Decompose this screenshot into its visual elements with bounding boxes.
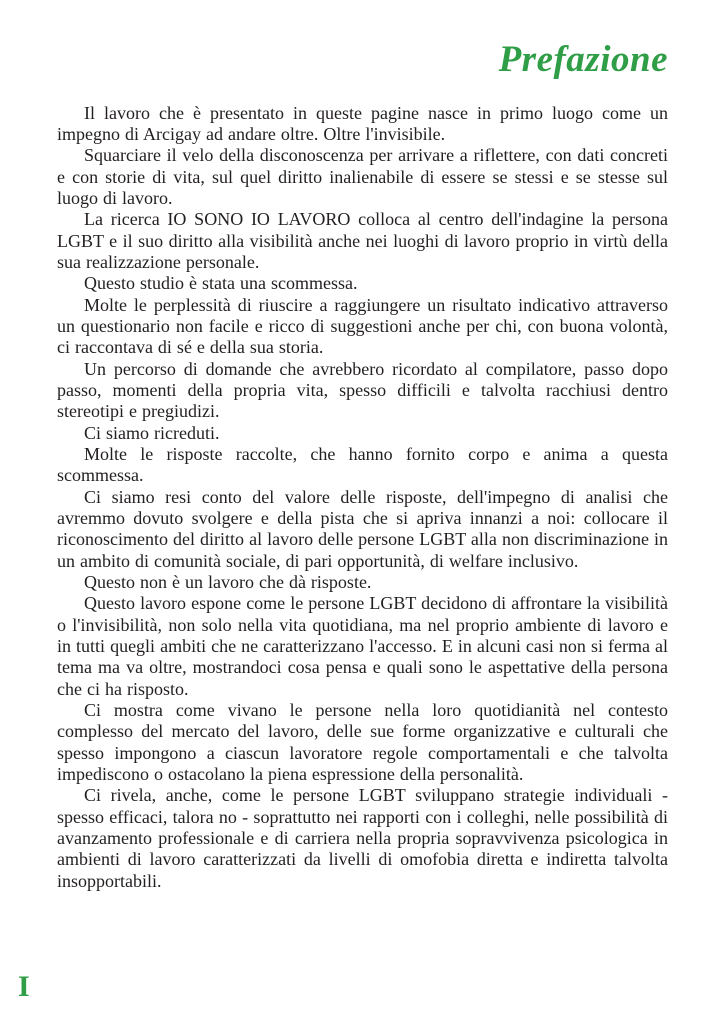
paragraph: Il lavoro che è presentato in queste pagine nasce in primo luogo come un impegno di Arcigay ad andare oltre. Oltre l'invisibile. <box>57 102 668 145</box>
preface-body <box>57 103 668 892</box>
paragraph: Molte le risposte raccolte, che hanno fornito corpo e anima a questa scommessa. <box>57 443 668 486</box>
paragraph: Ci rivela, anche, come le persone LGBT sviluppano strategie individuali - spesso efficaci, talora no - soprattutto nei rapporti con i colleghi, nelle possibilità di avanzamento professionale e di carriera nella propria sopravvivenza psicologica in ambienti di lavoro caratterizzati da livelli di omofobia diretta e indiretta talvolta insopportabili. <box>57 785 668 891</box>
paragraph: Questo lavoro espone come le persone LGBT decidono di affrontare la visibilità o l'invisibilità, non solo nella vita quotidiana, ma nel proprio ambiente di lavoro e in tutti quegli ambiti che ne caratterizzano l'accesso. E in alcuni casi non si ferma al tema ma va oltre, mostrandoci cosa pensa e quali sono le aspettative della persona che ci ha risposto. <box>57 593 668 699</box>
paragraph: La ricerca IO SONO IO LAVORO colloca al centro dell'indagine la persona LGBT e il suo diritto alla visibilità anche nei luoghi di lavoro proprio in virtù della sua realizzazione personale. <box>57 209 668 272</box>
paragraph: Squarciare il velo della disconoscenza per arrivare a riflettere, con dati concreti e con storie di vita, sul quel diritto inalienabile di essere se stessi e se stesse sul luogo di lavoro. <box>57 145 668 208</box>
paragraph: Ci mostra come vivano le persone nella loro quotidianità nel contesto complesso del mercato del lavoro, delle sue forme organizzative e culturali che spesso impongono a ciascun lavoratore regole comportamentali e che talvolta impediscono o ostacolano la piena espressione della personalità. <box>57 699 668 784</box>
paragraph: Ci siamo ricreduti. <box>84 422 220 443</box>
paragraph: Un percorso di domande che avrebbero ricordato al compilatore, passo dopo passo, momenti della propria vita, spesso difficili e talvolta racchiusi dentro stereotipi e pregiudizi. <box>57 358 668 422</box>
paragraph: Molte le perplessità di riuscire a raggiungere un risultato indicativo attraverso un questionario non facile e ricco di suggestioni anche per chi, con buona volontà, ci raccontava di sé e della sua storia. <box>57 294 668 358</box>
paragraph: Questo non è un lavoro che dà risposte. <box>84 571 372 592</box>
page-title: Prefazione <box>498 39 668 80</box>
page-number: I <box>18 970 30 1003</box>
paragraph: Questo studio è stata una scommessa. <box>84 273 358 294</box>
paragraph: Ci siamo resi conto del valore delle risposte, dell'impegno di analisi che avremmo dovuto svolgere e della pista che si apriva innanzi a noi: collocare il riconoscimento del diritto al lavoro delle persone LGBT alla non discriminazione in un ambito di comunità sociale, di pari opportunità, di welfare inclusivo. <box>57 486 668 571</box>
